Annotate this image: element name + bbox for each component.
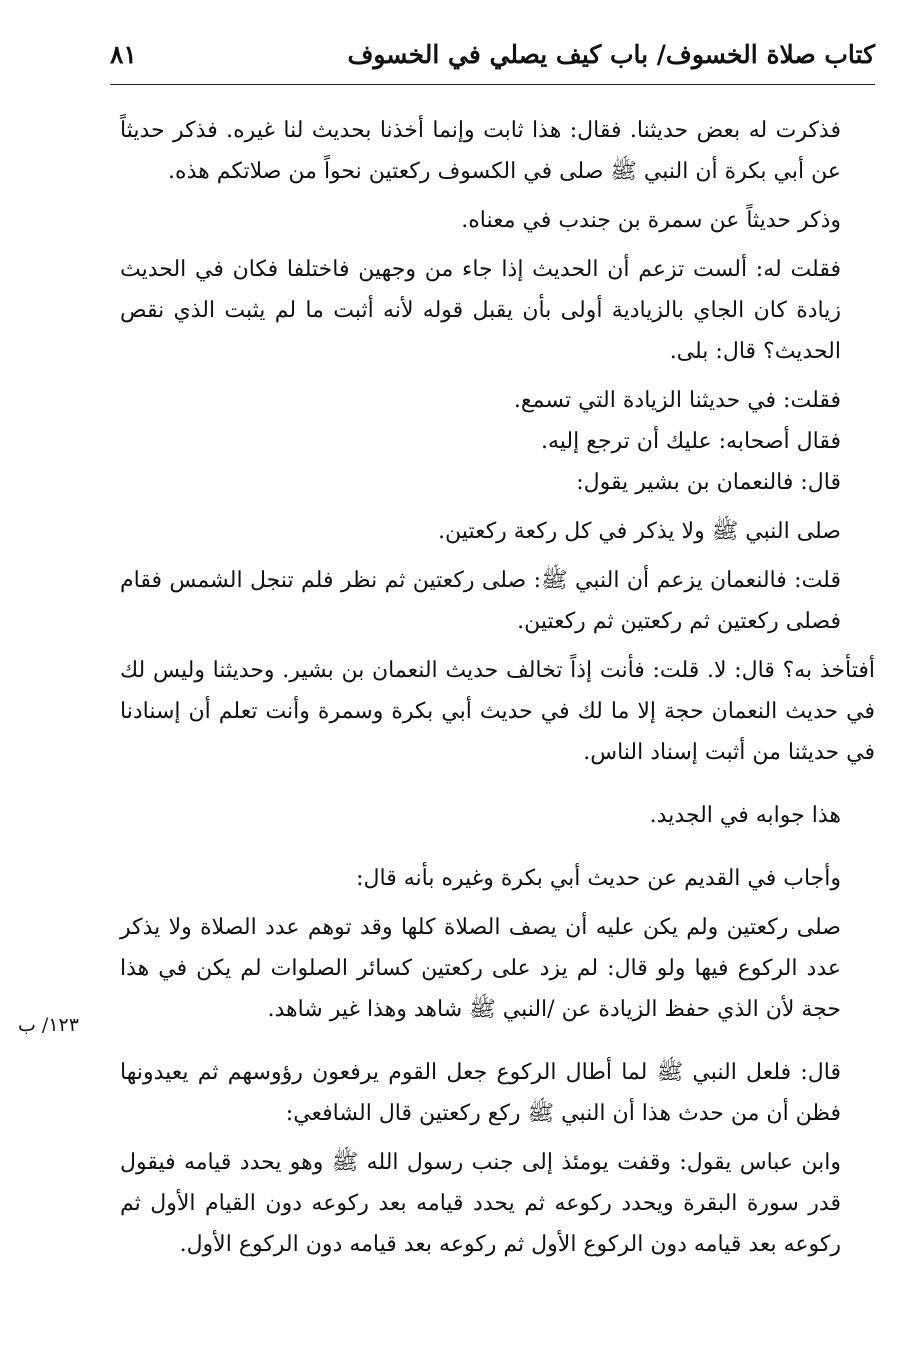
paragraph: فقلت له: ألست تزعم أن الحديث إذا جاء من وجهين فاختلفا فكان في الحديث زيادة كان الجاي بالزيادية أولى بأن يقبل قوله لأنه أثبت ما لم يثبت الذي نقص الحديث؟ قال: بلى. [120,257,841,364]
paragraph: صلى النبي ﷺ ولا يذكر في كل ركعة ركعتين. [438,519,841,544]
paragraph: وابن عباس يقول: وقفت يومئذ إلى جنب رسول الله ﷺ وهو يحدد قيامه فيقول قدر سورة البقرة ويحدد ركوعه ثم يحدد قيامه بعد ركوعه دون القيام الأول ثم ركوعه بعد قيامه دون الركوع الأول ثم ركوعه بعد قيامه دون الركوع الأول. [120,1150,841,1257]
page-number: ٨١ [110,40,137,69]
paragraph: وأجاب في القديم عن حديث أبي بكرة وغيره بأنه قال: [356,866,841,891]
running-title: كتاب صلاة الخسوف/ باب كيف يصلي في الخسوف [347,40,875,69]
paragraph: أفتأخذ به؟ قال: لا. قلت: فأنت إذاً تخالف حديث النعمان بن بشير. وحديثنا وليس لك في حديث النعمان حجة إلا ما لك في حديث أبي بكرة وسمرة وأنت تعلم أن إسنادنا في حديثنا من أثبت إسناد الناس. [120,658,875,765]
paragraph: قال: فلعل النبي ﷺ لما أطال الركوع جعل القوم يرفعون رؤوسهم ثم يعيدونها فظن أن من حدث هذا أن النبي ﷺ ركع ركعتين قال الشافعي: [120,1060,841,1126]
manuscript-folio-note: ١٢٣/ ب [18,1014,79,1036]
page-header [110,40,875,80]
body-text [120,110,875,1273]
paragraph: قلت: فالنعمان يزعم أن النبي ﷺ: صلى ركعتين ثم نظر فلم تنجل الشمس فقام فصلى ركعتين ثم ركعتين ثم ركعتين. [120,568,841,634]
paragraph: فقلت: في حديثنا الزيادة التي تسمع. [513,388,841,413]
header-divider [110,84,875,85]
paragraph: فقال أصحابه: عليك أن ترجع إليه. [541,429,841,454]
paragraph: هذا جوابه في الجديد. [649,803,841,828]
paragraph: صلى ركعتين ولم يكن عليه أن يصف الصلاة كلها وقد توهم عدد الصلاة ولا يذكر عدد الركوع فيها ولو قال: لم يزد على ركعتين كسائر الصلوات لم يكن في هذا حجة لأن الذي حفظ الزيادة عن /النبي ﷺ شاهد وهذا غير شاهد. [120,915,841,1022]
paragraph: فذكرت له بعض حديثنا. فقال: هذا ثابت وإنما أخذنا بحديث لنا غيره. فذكر حديثاً عن أبي بكرة أن النبي ﷺ صلى في الكسوف ركعتين نحواً من صلاتكم هذه. [120,118,841,184]
paragraph: وذكر حديثاً عن سمرة بن جندب في معناه. [461,208,841,233]
paragraph: قال: فالنعمان بن بشير يقول: [576,470,841,495]
